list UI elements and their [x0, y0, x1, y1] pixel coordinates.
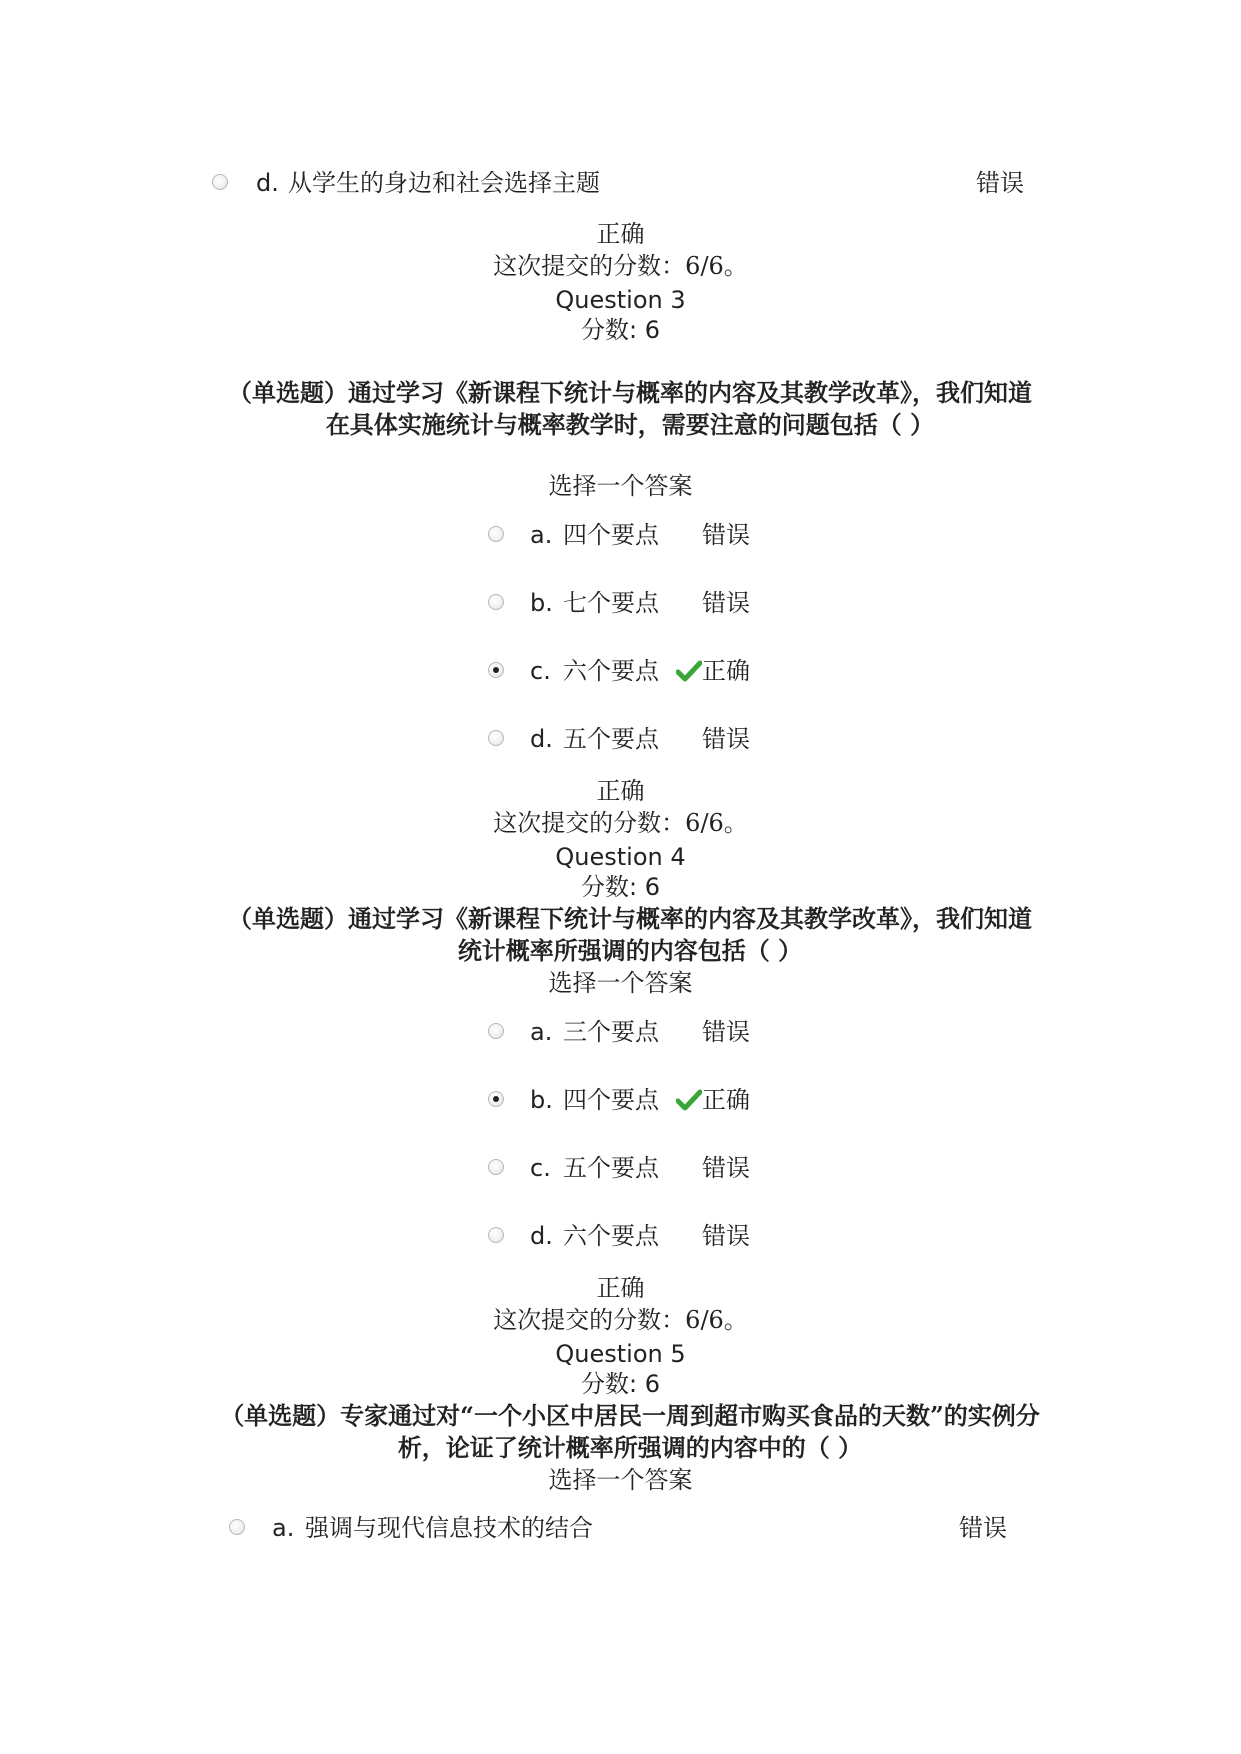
q4-option-a[interactable] — [488, 1015, 768, 1049]
q3-option-c-verdict: 正确 — [702, 657, 750, 685]
q4-option-b-radio[interactable] — [488, 1091, 504, 1107]
q3-option-a-radio[interactable] — [488, 526, 504, 542]
q3-option-a[interactable] — [488, 518, 768, 552]
q4-option-d-letter: d. — [530, 1222, 553, 1250]
q3-option-b[interactable] — [488, 586, 768, 620]
q3-option-c-letter: c. — [530, 657, 551, 685]
q4-points: 分数: 6 — [581, 873, 660, 901]
q4-option-a-letter: a. — [530, 1018, 553, 1046]
q2-option-d[interactable] — [212, 166, 1042, 200]
q4-option-b-text: 四个要点 — [563, 1086, 659, 1114]
q4-question-line1: （单选题）通过学习《新课程下统计与概率的内容及其教学改革》，我们知道 — [228, 904, 1032, 933]
q3-option-c-text: 六个要点 — [563, 657, 659, 685]
q3-question-line2: 在具体实施统计与概率教学时，需要注意的问题包括（ ） — [325, 410, 935, 439]
q5-question-line2: 析，论证了统计概率所强调的内容中的（ ） — [397, 1433, 863, 1462]
q3-option-b-radio[interactable] — [488, 594, 504, 610]
q4-prompt: 选择一个答案 — [548, 969, 693, 997]
q3-option-b-text: 七个要点 — [563, 589, 659, 617]
q3-option-d-radio[interactable] — [488, 730, 504, 746]
q3-option-c-radio[interactable] — [488, 662, 504, 678]
q3-option-a-text: 四个要点 — [563, 521, 659, 549]
q5-question-line1: （单选题）专家通过对“一个小区中居民一周到超市购买食品的天数”的实例分 — [220, 1401, 1040, 1430]
q4-option-c-radio[interactable] — [488, 1159, 504, 1175]
q5-option-a-letter: a. — [272, 1514, 295, 1542]
q3-option-d-text: 五个要点 — [563, 725, 659, 753]
q2-option-d-radio[interactable] — [212, 174, 228, 190]
check-icon — [676, 659, 702, 683]
q2-option-d-verdict: 错误 — [976, 169, 1024, 197]
q5-title: Question 5 — [555, 1340, 686, 1368]
q3-option-c[interactable] — [488, 654, 768, 688]
q4-option-d-text: 六个要点 — [563, 1222, 659, 1250]
q5-option-a-radio[interactable] — [229, 1519, 245, 1535]
q2-score-line: 这次提交的分数：6/6。 — [493, 252, 748, 280]
q2-option-d-text: 从学生的身边和社会选择主题 — [288, 169, 600, 197]
q2-option-d-letter: d. — [256, 169, 279, 197]
q5-prompt: 选择一个答案 — [548, 1466, 693, 1494]
q3-prompt: 选择一个答案 — [548, 472, 693, 500]
q3-option-b-verdict: 错误 — [702, 589, 750, 617]
q4-option-d-radio[interactable] — [488, 1227, 504, 1243]
q4-option-c-letter: c. — [530, 1154, 551, 1182]
q2-status: 正确 — [596, 220, 645, 248]
q4-option-a-radio[interactable] — [488, 1023, 504, 1039]
q4-option-b-letter: b. — [530, 1086, 553, 1114]
q4-option-b-verdict: 正确 — [702, 1086, 750, 1114]
q4-option-d-verdict: 错误 — [702, 1222, 750, 1250]
q4-option-a-text: 三个要点 — [563, 1018, 659, 1046]
q5-option-a[interactable] — [229, 1511, 1029, 1545]
check-icon — [676, 1088, 702, 1112]
q3-option-b-letter: b. — [530, 589, 553, 617]
q4-option-c-verdict: 错误 — [702, 1154, 750, 1182]
q4-score-line: 这次提交的分数：6/6。 — [493, 1306, 748, 1334]
q4-option-b[interactable] — [488, 1083, 768, 1117]
q3-option-d-letter: d. — [530, 725, 553, 753]
q4-option-d[interactable] — [488, 1219, 768, 1253]
q3-question-line1: （单选题）通过学习《新课程下统计与概率的内容及其教学改革》，我们知道 — [228, 378, 1032, 407]
q4-status: 正确 — [596, 1274, 645, 1302]
q3-title: Question 3 — [555, 286, 686, 314]
q5-option-a-verdict: 错误 — [959, 1514, 1007, 1542]
q3-points: 分数: 6 — [581, 316, 660, 344]
q3-option-d[interactable] — [488, 722, 768, 756]
q3-option-a-letter: a. — [530, 521, 553, 549]
q3-option-a-verdict: 错误 — [702, 521, 750, 549]
q4-option-a-verdict: 错误 — [702, 1018, 750, 1046]
q5-points: 分数: 6 — [581, 1370, 660, 1398]
q4-option-c[interactable] — [488, 1151, 768, 1185]
q4-title: Question 4 — [555, 843, 686, 871]
q3-status: 正确 — [596, 777, 645, 805]
q3-score-line: 这次提交的分数：6/6。 — [493, 809, 748, 837]
q4-question-line2: 统计概率所强调的内容包括（ ） — [457, 936, 803, 965]
q3-option-d-verdict: 错误 — [702, 725, 750, 753]
q4-option-c-text: 五个要点 — [563, 1154, 659, 1182]
q5-option-a-text: 强调与现代信息技术的结合 — [305, 1514, 593, 1542]
